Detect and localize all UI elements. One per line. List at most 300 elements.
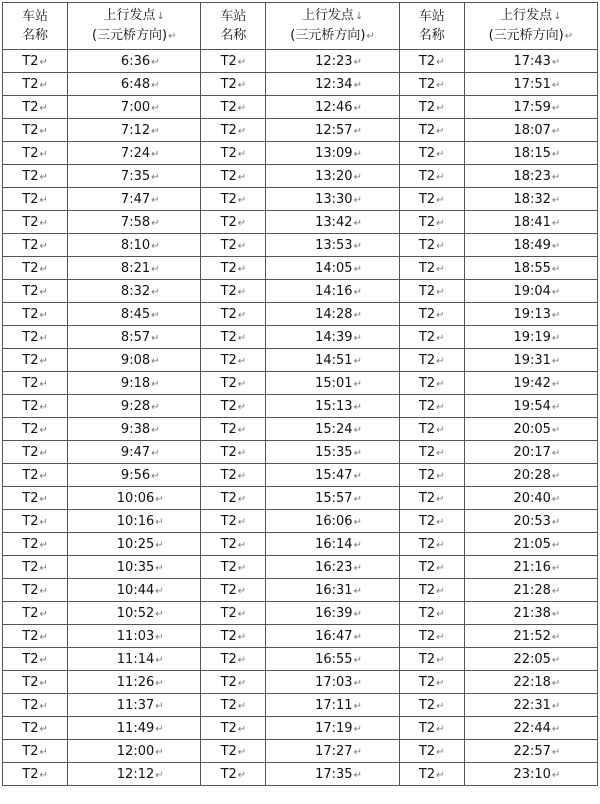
paragraph-mark-icon: ↵ [39,286,48,298]
station-name-cell: T2↵ [399,510,464,533]
station-name-cell: T2↵ [3,694,68,717]
paragraph-mark-icon: ↵ [155,746,164,758]
paragraph-mark-icon: ↵ [436,447,445,459]
departure-time-cell: 17:11↵ [266,694,399,717]
station-name-cell: T2↵ [3,395,68,418]
departure-time-cell: 8:32↵ [68,280,201,303]
departure-time-cell: 19:54↵ [464,395,597,418]
departure-time-cell: 13:30↵ [266,188,399,211]
paragraph-mark-icon: ↵ [39,309,48,321]
paragraph-mark-icon: ↵ [551,516,561,528]
paragraph-mark-icon: ↵ [436,332,445,344]
paragraph-mark-icon: ↵ [237,654,247,666]
paragraph-mark-icon: ↵ [39,700,48,712]
paragraph-mark-icon: ↵ [39,401,48,413]
station-name-header: 车站 名称 [399,3,464,50]
paragraph-mark-icon: ↵ [39,217,48,229]
paragraph-mark-icon: ↵ [237,723,247,735]
departure-time-cell: 12:46↵ [266,96,399,119]
departure-time-cell: 14:05↵ [266,257,399,280]
departure-time-cell: 10:06↵ [68,487,201,510]
paragraph-mark-icon: ↵ [39,470,48,482]
station-name-cell: T2↵ [399,257,464,280]
paragraph-mark-icon: ↵ [353,240,362,252]
paragraph-mark-icon: ↵ [155,562,164,574]
paragraph-mark-icon: ↵ [436,539,445,551]
station-name-cell: T2↵ [201,694,266,717]
paragraph-mark-icon: ↵ [151,240,160,252]
paragraph-mark-icon: ↵ [39,585,48,597]
paragraph-mark-icon: ↵ [237,769,247,781]
departure-time-cell: 9:28↵ [68,395,201,418]
station-name-cell: T2↵ [399,763,464,786]
station-name-cell: T2↵ [201,602,266,625]
station-name-cell: T2↵ [3,280,68,303]
paragraph-mark-icon: ↵ [151,401,160,413]
station-name-cell: T2↵ [3,602,68,625]
paragraph-mark-icon: ↵ [551,723,561,735]
paragraph-mark-icon: ↵ [436,171,445,183]
paragraph-mark-icon: ↵ [436,493,445,505]
departure-time-cell: 18:15↵ [464,142,597,165]
departure-time-cell: 15:57↵ [266,487,399,510]
table-row [3,303,598,326]
paragraph-mark-icon: ↵ [551,654,561,666]
paragraph-mark-icon: ↵ [551,240,561,252]
paragraph-mark-icon: ↵ [353,355,362,367]
paragraph-mark-icon: ↵ [39,148,48,160]
paragraph-mark-icon: ↵ [551,125,561,137]
table-row [3,717,598,740]
station-name-cell: T2↵ [3,211,68,234]
station-name-cell: T2↵ [3,73,68,96]
paragraph-mark-icon: ↵ [436,585,445,597]
paragraph-mark-icon: ↵ [237,378,247,390]
station-name-cell: T2↵ [399,188,464,211]
table-row [3,326,598,349]
paragraph-mark-icon: ↵ [353,654,362,666]
station-name-cell: T2↵ [201,717,266,740]
table-row [3,418,598,441]
paragraph-mark-icon: ↵ [237,470,247,482]
paragraph-mark-icon: ↵ [436,769,445,781]
station-name-cell: T2↵ [201,303,266,326]
paragraph-mark-icon: ↵ [237,355,247,367]
departure-time-cell: 21:16↵ [464,556,597,579]
station-name-cell: T2↵ [201,73,266,96]
departure-time-cell: 13:20↵ [266,165,399,188]
station-name-cell: T2↵ [201,648,266,671]
paragraph-mark-icon: ↵ [151,470,160,482]
paragraph-mark-icon: ↵ [151,332,160,344]
paragraph-mark-icon: ↵ [436,217,445,229]
station-name-cell: T2↵ [399,165,464,188]
departure-time-cell: 6:36↵ [68,50,201,73]
paragraph-mark-icon: ↵ [551,171,561,183]
departure-time-cell: 14:16↵ [266,280,399,303]
departure-time-cell: 11:03↵ [68,625,201,648]
station-name-header: 车站 名称 [201,3,266,50]
paragraph-mark-icon: ↵ [551,447,561,459]
table-row [3,763,598,786]
paragraph-mark-icon: ↵ [39,493,48,505]
departure-time-cell: 20:28↵ [464,464,597,487]
paragraph-mark-icon: ↵ [237,424,247,436]
paragraph-mark-icon: ↵ [366,31,375,42]
table-row [3,579,598,602]
departure-time-cell: 6:48↵ [68,73,201,96]
station-name-cell: T2↵ [3,257,68,280]
table-row [3,165,598,188]
paragraph-mark-icon: ↵ [39,171,48,183]
paragraph-mark-icon: ↵ [353,562,362,574]
paragraph-mark-icon: ↵ [39,516,48,528]
paragraph-mark-icon: ↵ [237,56,247,68]
station-name-cell: T2↵ [201,625,266,648]
table-row [3,119,598,142]
station-name-cell: T2↵ [201,142,266,165]
paragraph-mark-icon: ↵ [551,286,561,298]
paragraph-mark-icon: ↵ [39,562,48,574]
station-name-cell: T2↵ [201,280,266,303]
paragraph-mark-icon: ↵ [353,608,362,620]
paragraph-mark-icon: ↵ [353,332,362,344]
paragraph-mark-icon: ↵ [551,470,561,482]
paragraph-mark-icon: ↵ [551,677,561,689]
station-name-cell: T2↵ [3,464,68,487]
table-row [3,349,598,372]
table-row [3,533,598,556]
departure-time-cell: 9:08↵ [68,349,201,372]
table-row [3,441,598,464]
paragraph-mark-icon: ↵ [39,332,48,344]
paragraph-mark-icon: ↵ [237,677,247,689]
station-name-cell: T2↵ [399,73,464,96]
paragraph-mark-icon: ↵ [237,148,247,160]
paragraph-mark-icon: ↵ [436,424,445,436]
paragraph-mark-icon: ↵ [436,125,445,137]
departure-time-cell: 17:59↵ [464,96,597,119]
paragraph-mark-icon: ↵ [436,240,445,252]
paragraph-mark-icon: ↵ [39,769,48,781]
departure-time-cell: 17:19↵ [266,717,399,740]
paragraph-mark-icon: ↵ [155,539,164,551]
paragraph-mark-icon: ↵ [155,516,164,528]
paragraph-mark-icon: ↵ [237,102,247,114]
paragraph-mark-icon: ↵ [155,723,164,735]
paragraph-mark-icon: ↵ [353,723,362,735]
paragraph-mark-icon: ↵ [237,746,247,758]
station-name-cell: T2↵ [201,487,266,510]
station-name-cell: T2↵ [399,717,464,740]
departure-time-cell: 19:42↵ [464,372,597,395]
paragraph-mark-icon: ↵ [551,79,561,91]
table-row [3,372,598,395]
paragraph-mark-icon: ↵ [353,769,362,781]
station-name-cell: T2↵ [399,211,464,234]
paragraph-mark-icon: ↵ [353,171,362,183]
paragraph-mark-icon: ↵ [237,700,247,712]
departure-time-cell: 21:38↵ [464,602,597,625]
station-name-cell: T2↵ [3,165,68,188]
station-name-cell: T2↵ [201,441,266,464]
paragraph-mark-icon: ↵ [353,424,362,436]
departure-time-cell: 16:06↵ [266,510,399,533]
timetable-body [3,50,598,786]
paragraph-mark-icon: ↵ [353,493,362,505]
paragraph-mark-icon: ↵ [551,332,561,344]
paragraph-mark-icon: ↵ [151,217,160,229]
station-name-cell: T2↵ [3,326,68,349]
departure-time-cell: 7:24↵ [68,142,201,165]
paragraph-mark-icon: ↵ [237,286,247,298]
paragraph-mark-icon: ↵ [551,608,561,620]
station-name-cell: T2↵ [201,50,266,73]
table-row [3,188,598,211]
paragraph-mark-icon: ↵ [237,631,247,643]
departure-time-cell: 18:07↵ [464,119,597,142]
departure-time-cell: 16:55↵ [266,648,399,671]
station-name-cell: T2↵ [201,211,266,234]
paragraph-mark-icon: ↵ [436,700,445,712]
station-name-cell: T2↵ [399,234,464,257]
paragraph-mark-icon: ↵ [353,217,362,229]
table-row [3,602,598,625]
departure-time-cell: 7:47↵ [68,188,201,211]
paragraph-mark-icon: ↵ [436,194,445,206]
departure-time-cell: 11:37↵ [68,694,201,717]
paragraph-mark-icon: ↵ [155,769,164,781]
paragraph-mark-icon: ↵ [237,309,247,321]
departure-time-cell: 13:09↵ [266,142,399,165]
station-name-cell: T2↵ [3,533,68,556]
station-name-cell: T2↵ [399,119,464,142]
station-name-cell: T2↵ [201,188,266,211]
departure-time-cell: 12:23↵ [266,50,399,73]
paragraph-mark-icon: ↵ [155,608,164,620]
paragraph-mark-icon: ↵ [39,631,48,643]
paragraph-mark-icon: ↵ [237,401,247,413]
departure-time-cell: 15:13↵ [266,395,399,418]
paragraph-mark-icon: ↵ [237,240,247,252]
paragraph-mark-icon: ↵ [237,539,247,551]
station-name-cell: T2↵ [399,96,464,119]
paragraph-mark-icon: ↵ [436,148,445,160]
departure-time-cell: 14:51↵ [266,349,399,372]
station-name-header: 车站 名称 [3,3,68,50]
paragraph-mark-icon: ↵ [564,31,574,42]
station-name-cell: T2↵ [399,303,464,326]
station-name-cell: T2↵ [3,579,68,602]
departure-time-cell: 13:42↵ [266,211,399,234]
paragraph-mark-icon: ↵ [353,677,362,689]
table-row [3,96,598,119]
paragraph-mark-icon: ↵ [151,56,160,68]
station-name-cell: T2↵ [399,625,464,648]
departure-time-cell: 22:31↵ [464,694,597,717]
departure-time-cell: 10:44↵ [68,579,201,602]
paragraph-mark-icon: ↵ [353,79,362,91]
departure-time-cell: 22:05↵ [464,648,597,671]
station-name-cell: T2↵ [3,372,68,395]
station-name-cell: T2↵ [201,510,266,533]
station-name-cell: T2↵ [399,671,464,694]
paragraph-mark-icon: ↵ [237,79,247,91]
station-name-cell: T2↵ [399,533,464,556]
paragraph-mark-icon: ↵ [353,194,362,206]
paragraph-mark-icon: ↵ [353,447,362,459]
paragraph-mark-icon: ↵ [436,723,445,735]
paragraph-mark-icon: ↵ [551,746,561,758]
station-name-cell: T2↵ [201,556,266,579]
paragraph-mark-icon: ↵ [151,286,160,298]
station-name-cell: T2↵ [201,464,266,487]
paragraph-mark-icon: ↵ [39,654,48,666]
departure-time-cell: 14:28↵ [266,303,399,326]
paragraph-mark-icon: ↵ [551,309,561,321]
paragraph-mark-icon: ↵ [39,125,48,137]
station-name-cell: T2↵ [3,142,68,165]
departure-time-cell: 8:10↵ [68,234,201,257]
station-name-cell: T2↵ [3,763,68,786]
station-name-cell: T2↵ [3,50,68,73]
paragraph-mark-icon: ↵ [155,585,164,597]
station-name-cell: T2↵ [201,349,266,372]
paragraph-mark-icon: ↵ [353,56,362,68]
paragraph-mark-icon: ↵ [39,194,48,206]
departure-time-cell: 23:10↵ [464,763,597,786]
station-name-cell: T2↵ [399,349,464,372]
departure-time-cell: 19:19↵ [464,326,597,349]
departure-time-cell: 11:14↵ [68,648,201,671]
departure-time-cell: 22:18↵ [464,671,597,694]
paragraph-mark-icon: ↵ [551,585,561,597]
paragraph-mark-icon: ↵ [151,79,160,91]
table-row [3,280,598,303]
paragraph-mark-icon: ↵ [151,125,160,137]
station-name-cell: T2↵ [3,648,68,671]
station-name-cell: T2↵ [3,556,68,579]
departure-time-cell: 7:12↵ [68,119,201,142]
paragraph-mark-icon: ↵ [151,378,160,390]
paragraph-mark-icon: ↵ [39,240,48,252]
paragraph-mark-icon: ↵ [155,493,164,505]
station-name-cell: T2↵ [3,303,68,326]
table-row [3,487,598,510]
paragraph-mark-icon: ↵ [551,56,561,68]
departure-time-cell: 16:23↵ [266,556,399,579]
departure-time-cell: 22:57↵ [464,740,597,763]
station-name-cell: T2↵ [399,50,464,73]
station-name-cell: T2↵ [201,579,266,602]
station-name-cell: T2↵ [3,510,68,533]
paragraph-mark-icon: ↵ [39,56,48,68]
departure-time-cell: 15:01↵ [266,372,399,395]
station-name-cell: T2↵ [3,740,68,763]
paragraph-mark-icon: ↵ [151,102,160,114]
paragraph-mark-icon: ↵ [39,102,48,114]
paragraph-mark-icon: ↵ [436,631,445,643]
paragraph-mark-icon: ↵ [436,286,445,298]
departure-time-cell: 16:31↵ [266,579,399,602]
paragraph-mark-icon: ↵ [353,470,362,482]
departure-time-cell: 10:52↵ [68,602,201,625]
departure-time-cell: 10:25↵ [68,533,201,556]
station-name-cell: T2↵ [201,165,266,188]
header-row [3,3,598,50]
paragraph-mark-icon: ↵ [436,378,445,390]
paragraph-mark-icon: ↵ [39,723,48,735]
timetable [2,2,598,786]
station-name-cell: T2↵ [201,671,266,694]
departure-time-cell: 16:39↵ [266,602,399,625]
table-row [3,50,598,73]
paragraph-mark-icon: ↵ [155,654,164,666]
arrow-mark-icon: ↓ [553,11,562,22]
paragraph-mark-icon: ↵ [353,309,362,321]
station-name-cell: T2↵ [3,188,68,211]
paragraph-mark-icon: ↵ [436,516,445,528]
station-name-cell: T2↵ [3,671,68,694]
paragraph-mark-icon: ↵ [551,263,561,275]
departure-time-cell: 21:28↵ [464,579,597,602]
station-name-cell: T2↵ [399,648,464,671]
station-name-cell: T2↵ [3,349,68,372]
arrow-mark-icon: ↓ [354,11,364,22]
station-name-cell: T2↵ [399,280,464,303]
station-name-cell: T2↵ [3,418,68,441]
station-name-cell: T2↵ [399,579,464,602]
station-name-cell: T2↵ [201,234,266,257]
paragraph-mark-icon: ↵ [353,585,362,597]
paragraph-mark-icon: ↵ [353,401,362,413]
paragraph-mark-icon: ↵ [237,194,247,206]
paragraph-mark-icon: ↵ [436,263,445,275]
paragraph-mark-icon: ↵ [237,516,247,528]
paragraph-mark-icon: ↵ [151,309,160,321]
departure-time-cell: 11:26↵ [68,671,201,694]
table-row [3,395,598,418]
station-name-cell: T2↵ [201,418,266,441]
departure-time-cell: 14:39↵ [266,326,399,349]
departure-time-cell: 21:05↵ [464,533,597,556]
departure-time-cell: 18:32↵ [464,188,597,211]
paragraph-mark-icon: ↵ [151,148,160,160]
station-name-cell: T2↵ [201,119,266,142]
departure-time-cell: 22:44↵ [464,717,597,740]
paragraph-mark-icon: ↵ [551,148,561,160]
table-row [3,211,598,234]
paragraph-mark-icon: ↵ [353,125,362,137]
paragraph-mark-icon: ↵ [551,378,561,390]
departure-time-cell: 8:45↵ [68,303,201,326]
paragraph-mark-icon: ↵ [551,355,561,367]
station-name-cell: T2↵ [201,763,266,786]
paragraph-mark-icon: ↵ [237,562,247,574]
arrow-mark-icon: ↓ [156,11,165,22]
departure-time-cell: 15:35↵ [266,441,399,464]
departure-time-cell: 7:58↵ [68,211,201,234]
paragraph-mark-icon: ↵ [237,608,247,620]
table-row [3,510,598,533]
paragraph-mark-icon: ↵ [353,746,362,758]
paragraph-mark-icon: ↵ [151,194,160,206]
station-name-cell: T2↵ [399,740,464,763]
table-row [3,740,598,763]
paragraph-mark-icon: ↵ [155,700,164,712]
departure-time-header: 上行发点↓ (三元桥方向)↵ [464,3,597,50]
station-name-cell: T2↵ [399,694,464,717]
